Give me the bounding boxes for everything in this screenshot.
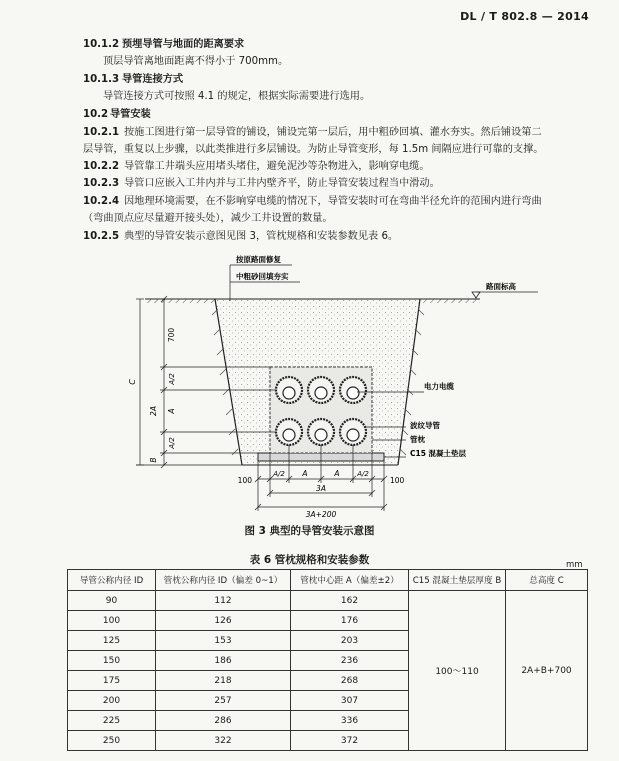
paragraph-number: 10.2.4 [83, 196, 120, 207]
cell-center-distance: 336 [291, 711, 409, 731]
cell-pillow-id: 218 [156, 671, 291, 691]
header-concrete-thickness: C15 混凝土垫层厚度 B [409, 570, 506, 591]
cell-center-distance: 372 [291, 731, 409, 751]
conduit-row-bottom [276, 419, 366, 445]
cell-conduit-id: 150 [68, 651, 156, 671]
power-cable [315, 387, 327, 399]
label-backfill [230, 271, 300, 282]
section-title: 预埋导管与地面的距离要求 [122, 39, 245, 50]
cell-pillow-id: 153 [156, 631, 291, 651]
dim-B: B [149, 457, 158, 463]
dim-A-1: A [302, 469, 308, 478]
paragraph-text: 因地理环境需要，在不影响穿电缆的情况下，导管安装时可在弯曲半径允许的范围内进行弯曲 [124, 196, 542, 207]
dim-C: C [128, 379, 137, 385]
paragraph-text: 层导管，重复以上步骤，以此类推进行多层铺设。为防止导管变形，每 1.5m 间隔应进行可靠的支撑。 [83, 144, 544, 155]
paragraph-text: 导管口应嵌入工井内并与工井内壁齐平，防止导管安装过程当中滑动。 [124, 178, 440, 189]
dim-3A: 3A [316, 484, 326, 493]
cell-conduit-id: 100 [68, 611, 156, 631]
cell-center-distance: 268 [291, 671, 409, 691]
dim-100-left: 100 [237, 476, 252, 485]
dim-A: A [167, 408, 176, 414]
table-caption: 表 6 管枕规格和安装参数 [249, 554, 370, 566]
paragraph-text: 导管连接方式可按照 4.1 的规定，根据实际需要进行选用。 [103, 91, 371, 102]
dim-A2-top: A/2 [168, 373, 176, 385]
section-title: 导管连接方式 [122, 74, 184, 85]
table-unit: mm [566, 560, 583, 570]
paragraph-number: 10.2.5 [83, 231, 120, 242]
section-title: 导管安装 [110, 109, 151, 120]
paragraph-number: 10.2.2 [83, 161, 120, 172]
power-cable [283, 429, 295, 441]
table-row [68, 591, 588, 611]
paragraph-number: 10.2.1 [83, 127, 120, 138]
header-conduit-id: 导管公称内径 ID [68, 570, 156, 591]
standard-number: DL / T 802.8 — 2014 [460, 10, 589, 23]
cell-total-height: 2A+B+700 [506, 591, 588, 751]
paragraph-text: 顶层导管离地面距离不得小于 700mm。 [103, 56, 289, 67]
label-ground [472, 281, 538, 298]
svg-text:电力电缆: 电力电缆 [424, 382, 454, 391]
svg-text:C15 混凝土垫层: C15 混凝土垫层 [410, 449, 467, 458]
params-table [67, 569, 588, 751]
svg-text:管枕: 管枕 [410, 435, 425, 444]
dim-100-right: 100 [390, 476, 405, 485]
cell-pillow-id: 186 [156, 651, 291, 671]
cell-concrete-thickness: 100～110 [409, 591, 506, 751]
dim-A-2: A [334, 469, 340, 478]
cell-conduit-id: 200 [68, 691, 156, 711]
paragraph-number: 10.2.3 [83, 178, 120, 189]
dim-3A-200: 3A+200 [305, 510, 337, 519]
svg-text:波纹导管: 波纹导管 [410, 421, 440, 430]
svg-text:按原路面修复: 按原路面修复 [236, 255, 281, 264]
cell-conduit-id: 90 [68, 591, 156, 611]
installation-diagram [0, 245, 619, 525]
power-cable [347, 387, 359, 399]
svg-text:中粗砂回填夯实: 中粗砂回填夯实 [236, 272, 289, 281]
section-number: 10.1.2 [83, 39, 120, 50]
cell-conduit-id: 175 [68, 671, 156, 691]
figure-caption: 图 3 典型的导管安装示意图 [244, 525, 375, 537]
paragraph-text: 导管靠工井端头应用堵头堵住，避免泥沙等杂物进入，影响穿电缆。 [124, 161, 430, 172]
dim-700: 700 [167, 327, 176, 343]
cell-center-distance: 236 [291, 651, 409, 671]
dim-A2-bottom: A/2 [168, 437, 176, 449]
paragraph-text: 按施工图进行第一层导管的铺设，铺设完第一层后，用中粗砂回填、灌水夯实。然后铺设第二 [124, 127, 542, 138]
paragraph-text: 典型的导管安装示意图见图 3，管枕规格和安装参数见表 6。 [124, 231, 399, 242]
cell-conduit-id: 225 [68, 711, 156, 731]
svg-text:路面标高: 路面标高 [486, 282, 516, 291]
cell-center-distance: 176 [291, 611, 409, 631]
cell-pillow-id: 257 [156, 691, 291, 711]
cell-pillow-id: 112 [156, 591, 291, 611]
cell-center-distance: 307 [291, 691, 409, 711]
power-cable [347, 429, 359, 441]
cell-conduit-id: 125 [68, 631, 156, 651]
header-total-height: 总高度 C [506, 570, 588, 591]
cell-pillow-id: 126 [156, 611, 291, 631]
power-cable [315, 429, 327, 441]
cell-pillow-id: 286 [156, 711, 291, 731]
table-header-row [68, 570, 588, 591]
dim-A2-right: A/2 [357, 470, 369, 478]
conduit-row-top [276, 377, 366, 403]
cell-center-distance: 203 [291, 631, 409, 651]
dim-A2-left: A/2 [273, 470, 285, 478]
cell-conduit-id: 250 [68, 731, 156, 751]
header-pillow-id: 管枕公称内径 ID（偏差 0~1） [156, 570, 291, 591]
cell-pillow-id: 322 [156, 731, 291, 751]
section-number: 10.1.3 [83, 74, 120, 85]
cell-center-distance: 162 [291, 591, 409, 611]
paragraph-text: （弯曲顶点应尽量避开接头处），减少工井设置的数量。 [83, 213, 333, 224]
power-cable [283, 387, 295, 399]
dim-2A: 2A [149, 406, 158, 416]
header-center-distance: 管枕中心距 A（偏差±2） [291, 570, 409, 591]
section-number: 10.2 [83, 109, 109, 120]
